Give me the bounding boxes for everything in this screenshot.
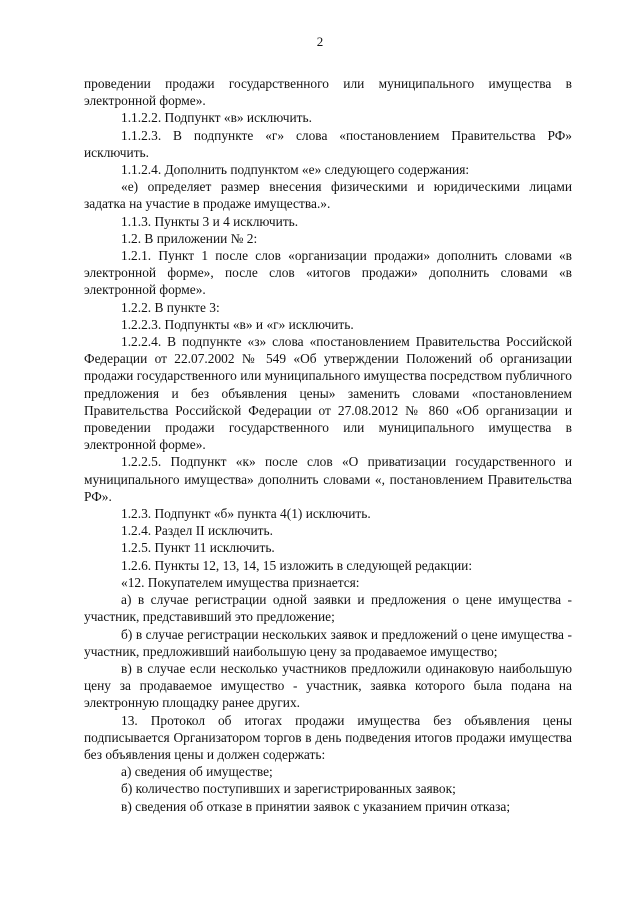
paragraph-1-2-3: 1.2.3. Подпункт «б» пункта 4(1) исключить. (121, 506, 371, 522)
paragraph-1-1-2-4: 1.1.2.4. Дополнить подпунктом «е» следующего содержания: (121, 162, 470, 178)
paragraph-1-2: 1.2. В приложении № 2: (121, 230, 258, 246)
paragraph-1-2-1: 1.2.1. Пункт 1 после слов «организации продажи» дополнить словами «в электронной форме», после слов «итогов продажи» дополнить словами «в электронной форме». (84, 248, 572, 298)
paragraph-1-2-2-3: 1.2.2.3. Подпункты «в» и «г» исключить. (121, 316, 354, 332)
paragraph-continuation: проведении продажи государственного или муниципального имущества в электронной форме». (84, 76, 572, 109)
paragraph-1-2-4: 1.2.4. Раздел II исключить. (121, 523, 273, 539)
paragraph-item-13-b: б) количество поступивших и зарегистрированных заявок; (121, 781, 456, 797)
paragraph-subitem-e: «е) определяет размер внесения физическими и юридическими лицами задатка на участие в продаже имущества.». (84, 179, 572, 212)
paragraph-1-2-2: 1.2.2. В пункте 3: (121, 299, 220, 315)
paragraph-1-2-6: 1.2.6. Пункты 12, 13, 14, 15 изложить в следующей редакции: (121, 557, 473, 573)
paragraph-item-12-b: б) в случае регистрации нескольких заявок и предложений о цене имущества - участник, предложивший наибольшую цену за продаваемое имущество; (84, 626, 572, 659)
paragraph-item-13: 13. Протокол об итогах продажи имущества без объявления цены подписывается Организатором торгов в день подведения итогов продажи имущества без объявления цены и должен содержать: (84, 712, 572, 762)
paragraph-1-2-2-5: 1.2.2.5. Подпункт «к» после слов «О приватизации государственного и муниципального имущества» дополнить словами «, постановлением Правительства РФ». (84, 454, 572, 504)
paragraph-item-13-v: в) сведения об отказе в принятии заявок с указанием причин отказа; (121, 798, 511, 814)
paragraph-item-12-v: в) в случае если несколько участников предложили одинаковую наибольшую цену за продаваемое имущество - участник, заявка которого была подана на электронную площадку ранее других. (84, 660, 572, 711)
page-number: 2 (316, 34, 324, 49)
paragraph-item-13-a: а) сведения об имуществе; (121, 764, 273, 780)
paragraph-1-2-5: 1.2.5. Пункт 11 исключить. (121, 540, 275, 556)
paragraph-1-1-2-2: 1.1.2.2. Подпункт «в» исключить. (121, 110, 312, 126)
paragraph-item-12: «12. Покупателем имущества признается: (121, 574, 360, 590)
document-body (84, 75, 572, 815)
paragraph-item-12-a: а) в случае регистрации одной заявки и предложения о цене имущества - участник, представивший это предложение; (84, 592, 572, 625)
paragraph-1-2-2-4: 1.2.2.4. В подпункте «з» слова «постановлением Правительства Российской Федерации от 22.07.2002 № 549 «Об утверждении Положений об организации продажи государственного или муниципального имущества посредством публичного предложения и без объявления цены» заменить словами «постановлением Правительства Российской Федерации от 27.08.2012 № 860 «Об организации и проведении продажи государственного или муниципального имущества в электронной форме». (84, 334, 572, 453)
paragraph-1-1-2-3: 1.1.2.3. В подпункте «г» слова «постановлением Правительства РФ» исключить. (84, 127, 572, 160)
paragraph-1-1-3: 1.1.3. Пункты 3 и 4 исключить. (121, 213, 299, 229)
